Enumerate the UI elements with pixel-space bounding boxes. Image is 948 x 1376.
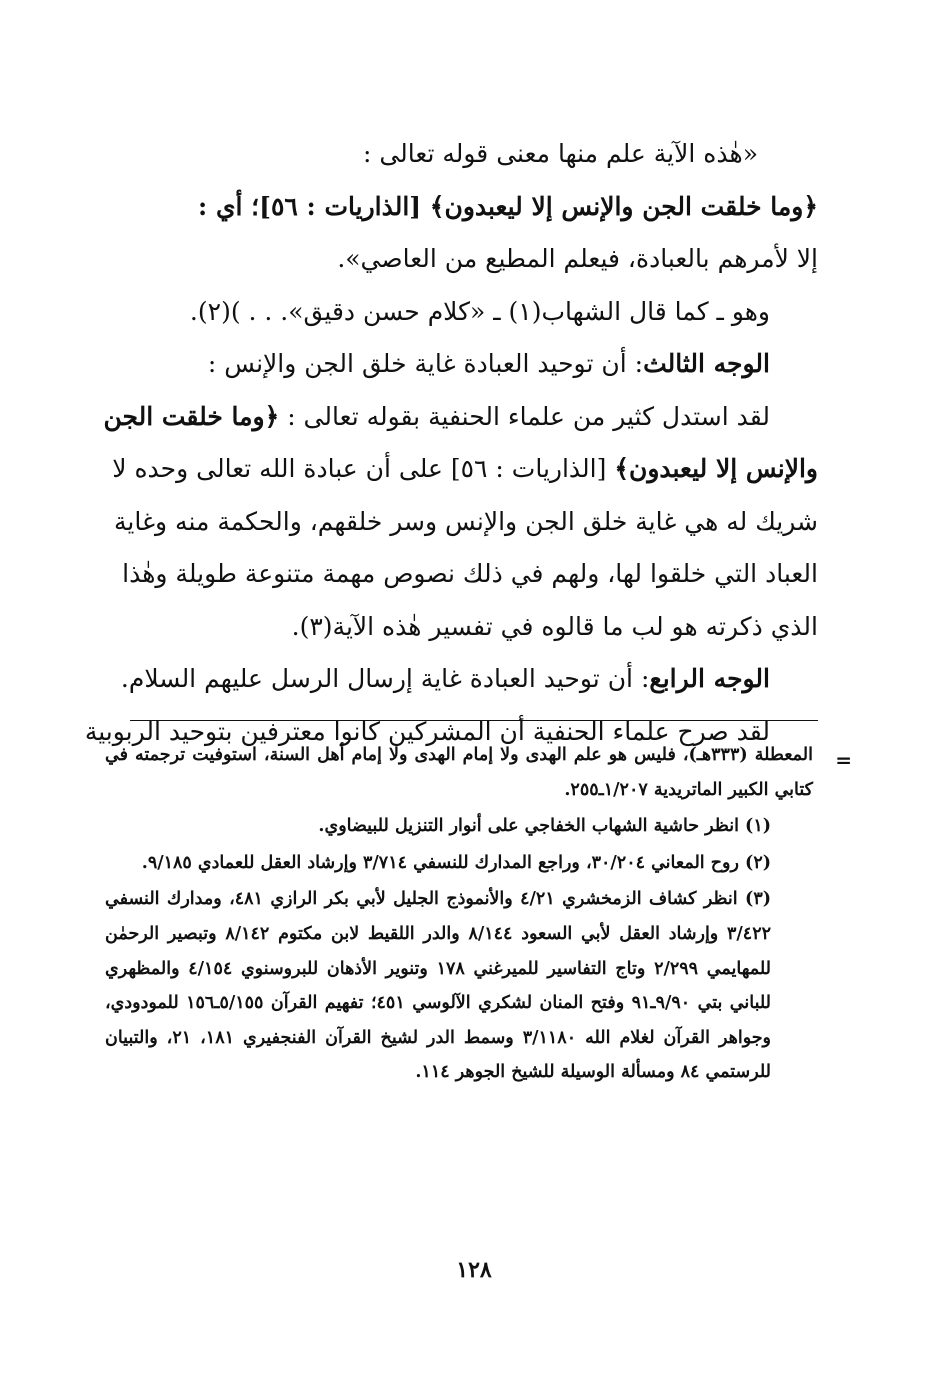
text-line: لقد صرح علماء الحنفية أن المشركين كانوا معترفين بتوحيد الربوبية: [84, 716, 770, 746]
text-line: شريك له هي غاية خلق الجن والإنس وسر خلقهم، والحكمة منه وغاية: [113, 506, 818, 536]
footnotes: [105, 738, 813, 1092]
verse-quote: ﴿وما خلقت الجن والإنس إلا ليعبدون﴾ [الذاريات : ٥٦]؛ أي :: [198, 191, 818, 221]
text-line: [106, 181, 818, 234]
text-line: «هٰذه الآية علم منها معنى قوله تعالى :: [362, 139, 758, 168]
text-line: [106, 653, 818, 706]
section-heading-text: : أن توحيد العبادة غاية خلق الجن والإنس :: [207, 349, 644, 378]
text-line: العباد التي خلقوا لها، ولهم في ذلك نصوص مهمة متنوعة طويلة وهٰذا: [122, 559, 818, 588]
footnote-continuation-mark: =: [835, 748, 852, 772]
section-heading: الوجه الثالث: [643, 349, 770, 378]
text-line: [103, 391, 818, 444]
text-line: وهو ـ كما قال الشهاب(١) ـ «كلام حسن دقيق». . . )(٢).: [189, 296, 770, 326]
main-text: [84, 128, 818, 758]
verse-quote: والإنس إلا ليعبدون﴾: [614, 454, 818, 483]
line-text: [الذاريات : ٥٦] على أن عبادة الله تعالى وحده لا: [112, 454, 607, 483]
section-heading: الوجه الرابع: [649, 664, 770, 693]
text-line: إلا لأمرهم بالعبادة، فيعلم المطيع من العاصي».: [337, 244, 818, 273]
page-number: ١٢٨: [456, 1257, 492, 1283]
footnote: (٣) انظر كشاف الزمخشري ٤/٢١ والأنموذج الجليل لأبي بكر الرازي ٤٨١، ومدارك النسفي ٣/٤٢٢ وإرشاد العقل لأبي السعود ٨/١٤٤ والدر اللقيط لابن مكتوم ٨/١٤٢ وتبصير الرحمٰن للمهايمي ٢/٢٩٩ وتاج التفاسير للميرغني ١٧٨ وتنوير الأذهان للبروسنوي ٤/١٥٤ والمظهري للباني بتي ٩/٩٠ـ٩١ وفتح المنان لشكري الآلوسي ٤٥١؛ تفهيم القرآن ٥/١٥٥ـ١٥٦ للمودودي، وجواهر القرآن لغلام الله ٣/١١٨٠ وسمط الدر لشيخ القرآن الفنجفيري ١٨١، ٢١، والتبيان للرستمي ٨٤ ومسألة الوسيلة للشيخ الجوهر ١١٤.: [105, 889, 772, 1083]
text-line: [106, 338, 818, 391]
footnote-separator: [130, 720, 818, 721]
text-line: [106, 443, 818, 496]
footnote: المعطلة (٣٣٣هـ)، فليس هو علم الهدى ولا إمام الهدى ولا إمام أهل السنة، استوفيت ترجمته في كتابي الكبير الماتريدية ١/٢٠٧ـ٢٥٥.: [105, 745, 813, 800]
section-heading-text: : أن توحيد العبادة غاية إرسال الرسل عليهم السلام.: [120, 664, 650, 693]
line-text: لقد استدل كثير من علماء الحنفية بقوله تعالى :: [287, 401, 770, 431]
verse-quote: ﴿وما خلقت الجن: [103, 401, 280, 431]
footnote: (١) انظر حاشية الشهاب الخفاجي على أنوار التنزيل للبيضاوي.: [318, 816, 771, 837]
footnote: (٢) روح المعاني ٣٠/٢٠٤، وراجع المدارك للنسفي ٣/٧١٤ وإرشاد العقل للعمادي ٩/١٨٥.: [141, 852, 771, 873]
text-line: الذي ذكرته هو لب ما قالوه في تفسير هٰذه الآية(٣).: [291, 611, 818, 641]
